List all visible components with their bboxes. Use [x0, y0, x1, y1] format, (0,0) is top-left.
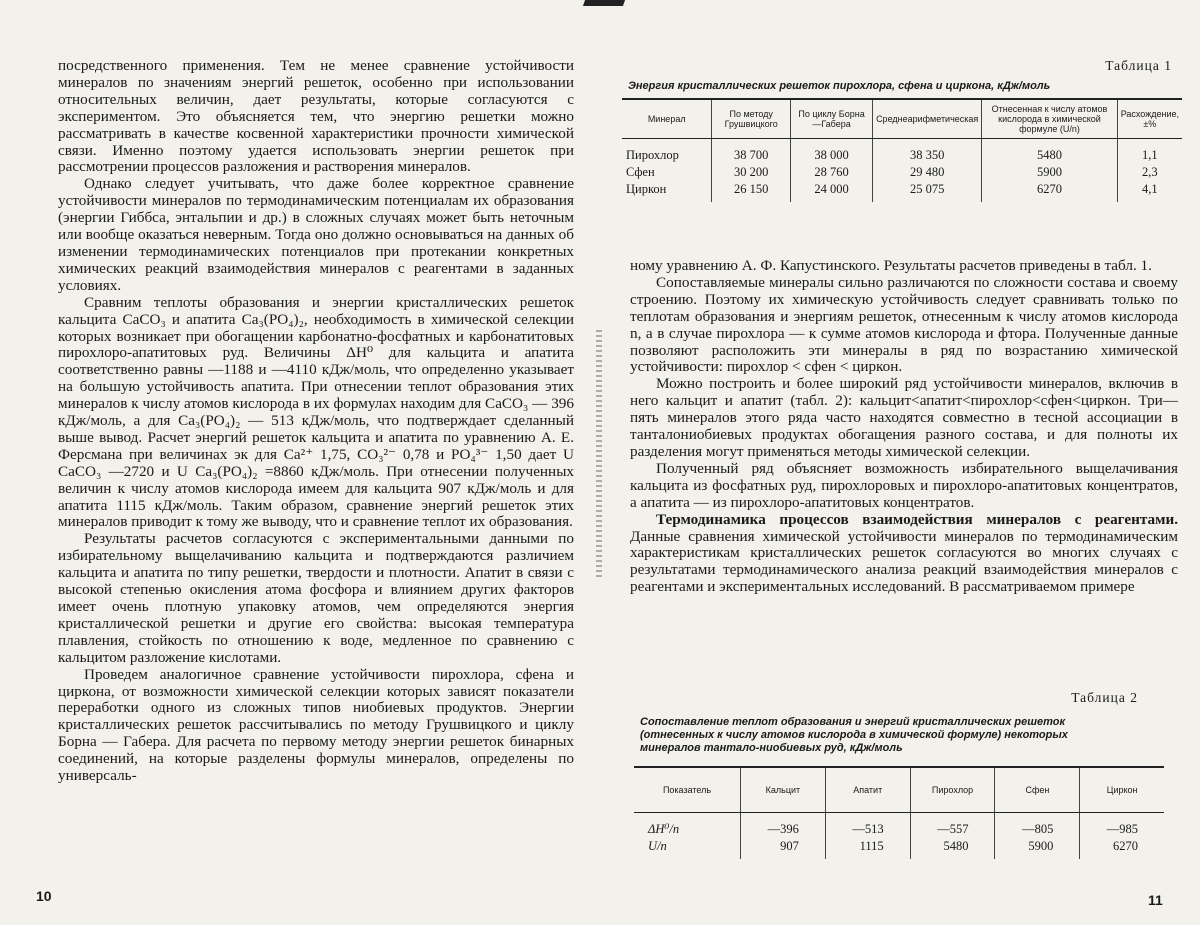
- table-label: Таблица 1: [1105, 58, 1172, 73]
- table-cell: 25 075: [873, 181, 982, 202]
- paragraph: Сопоставляемые минералы сильно различаются по сложности состава и своему строению. Поэтому их химическую устойчивость следует сравнивать только по теплотам образования и энергиям решеток, отнесенным к числу атомов кислорода n, а в случае пирохлора — к сумме атомов кислорода и фтора. Полученные данные позволяют расположить эти минералы в ряд по возрастанию химической устойчивости: пирохлор < сфен < циркон.: [630, 273, 1178, 376]
- table-cell: 29 480: [873, 164, 982, 181]
- table-caption: Энергия кристаллических решеток пирохлора, сфена и циркона, кДж/моль: [628, 80, 1051, 92]
- table-cell: 5480: [982, 139, 1117, 165]
- table-row: [634, 813, 1164, 839]
- table-label: Таблица 2: [1071, 690, 1138, 705]
- table-cell: 4,1: [1117, 181, 1182, 202]
- table-cell: Сфен: [626, 165, 655, 179]
- paragraph: Результаты расчетов согласуются с экспериментальными данными по избирательному выщелачиванию кальцита и подтверждаются различием кальцита и апатита по типу решетки, твердости и плотности. Апатит в связи с высокой степенью окисления атома фосфора и влиянием других факторов имеет очень плотную упаковку атомов, чем определяются энергия кристаллической решетки и другие его свойства: высокая температура плавления, стойкость по отношению к воде, медленное по сравнению с кальцитом разложение кислотами.: [58, 530, 574, 666]
- table-cell: 1,1: [1117, 139, 1182, 165]
- table-row: [622, 181, 1182, 202]
- table-cell: 907: [741, 838, 826, 859]
- paragraph: Полученный ряд объясняет возможность избирательного выщелачивания кальцита из фосфатных руд, пирохлоровых и пирохлоро-апатитовых концентратов, а апатита — из пирохлоро-апатитовых концентратов.: [630, 459, 1178, 511]
- column-header: Циркон: [1080, 767, 1164, 813]
- section-heading: Термодинамика процессов взаимодействия минералов с реагентами.: [656, 510, 1178, 528]
- table-cell: 38 000: [791, 139, 873, 165]
- table-cell: —805: [995, 813, 1080, 839]
- left-page: [0, 0, 596, 925]
- column-header: Минерал: [622, 99, 712, 139]
- table-cell: 38 350: [873, 139, 982, 165]
- paragraph: Можно построить и более широкий ряд устойчивости минералов, включив в него кальцит и апатит (табл. 2): кальцит<апатит<пирохлор<сфен<циркон. Три—пять минералов этого ряда часто находятся совместно в тесной ассоциации в танталониобиевых продуктах обогащения разного состава, и для полноты их разделения могут применяться методы химической селекции.: [630, 375, 1178, 460]
- column-header: Отнесенная к числу атомов кислорода в химической формуле (U/n): [982, 99, 1117, 139]
- page-number: 11: [1148, 892, 1163, 908]
- table-row: [622, 139, 1182, 165]
- table-cell: Пирохлор: [626, 148, 679, 162]
- table-cell: U/n: [648, 839, 667, 853]
- table-cell: 6270: [1080, 838, 1164, 859]
- table-cell: 5900: [995, 838, 1080, 859]
- page-number: 10: [36, 888, 52, 904]
- table-cell: 24 000: [791, 181, 873, 202]
- table-cell: ΔH⁰/n: [648, 822, 680, 836]
- table-caption: Сопоставление теплот образования и энергий кристаллических решеток (отнесенных к числу атомов кислорода в химической формуле) некоторых минералов тантало-ниобиевых руд, кДж/моль: [640, 716, 1068, 754]
- column-header: Кальцит: [741, 767, 826, 813]
- table-header-row: [634, 767, 1164, 813]
- page-gutter: [596, 330, 602, 580]
- column-header: По циклу Борна—Габера: [791, 99, 873, 139]
- column-header: Пирохлор: [910, 767, 995, 813]
- right-page: [604, 0, 1200, 925]
- table-cell: 26 150: [712, 181, 791, 202]
- column-header: Показатель: [634, 767, 741, 813]
- column-header: Апатит: [825, 767, 910, 813]
- left-page-text: [58, 58, 574, 785]
- paragraph: Сравним теплоты образования и энергии кристаллических решеток кальцита CaCO₃ и апатита Ca₃(PO₄)₂, необходимость в химической селекции которых возникает при обогащении карбонатно-фосфатных и карбонатитовых пирохлоро-апатитовых руд. Величины ΔH⁰ для кальцита и апатита соответственно равны —1188 и —4110 кДж/моль, что определенно указывает на большую устойчивость апатита. При отнесении теплот образования этих минералов к числу атомов кислорода в их формулах находим для CaCO₃ — 396 кДж/моль, а для Ca₃(PO₄)₂ — 513 кДж/моль, что подтверждает сделанный выше вывод. Расчет энергий решеток кальцита и апатита по уравнению А. Е. Ферсмана при величинах эк для Ca²⁺ 1,75, CO₃²⁻ 0,78 и PO₄³⁻ 1,50 дает U CaCO₃ —2720 и U Ca₃(PO₄)₂ =8860 кДж/моль. При отнесении полученных величин к числу атомов кислорода имеем для кальцита 907 кДж/моль и для апатита 1115 кДж/моль. Таким образом, сравнение энергий решеток этих минералов приводит к тому же выводу, что и сравнение теплот их образования.: [58, 293, 574, 531]
- table-cell: 5480: [910, 838, 995, 859]
- table-row: [634, 838, 1164, 859]
- table-cell: 38 700: [712, 139, 791, 165]
- table-cell: —513: [825, 813, 910, 839]
- table-cell: —557: [910, 813, 995, 839]
- paragraph: Однако следует учитывать, что даже более корректное сравнение устойчивости минералов по термодинамическим потенциалам их образования (энергии Гиббса, энтальпии и др.) в сложных случаях может быть неточным или вообще оказаться неверным. Тогда оно должно основываться на данных об изменении термодинамических потенциалов при протекании конкретных химических реакций взаимодействия минералов с реагентами в заданных условиях.: [58, 175, 574, 294]
- paragraph: ному уравнению А. Ф. Капустинского. Результаты расчетов приведены в табл. 1.: [630, 257, 1152, 274]
- column-header: Среднеарифметическая: [873, 99, 982, 139]
- right-page-text: [630, 258, 1178, 596]
- table-cell: 28 760: [791, 164, 873, 181]
- table-lattice-energy: [622, 98, 1182, 202]
- table-cell: 30 200: [712, 164, 791, 181]
- table-heats-comparison: [634, 766, 1164, 859]
- table-cell: 2,3: [1117, 164, 1182, 181]
- table-cell: —396: [741, 813, 826, 839]
- column-header: Расхождение, ±%: [1117, 99, 1182, 139]
- paragraph: Проведем аналогичное сравнение устойчивости пирохлора, сфена и циркона, от возможности химической селекции которых зависят показатели переработки одного из сложных типов ниобиевых продуктов. Энергии кристаллических решеток рассчитывались по методу Грушвицкого и циклу Борна — Габера. Для расчета по первому методу энергии решеток бинарных соединений, на которые разделены формулы минералов, определены по универсаль-: [58, 665, 574, 785]
- column-header: Сфен: [995, 767, 1080, 813]
- paragraph: посредственного применения. Тем не менее сравнение устойчивости минералов по значениям энергий решеток, особенно при использовании относительных величин, дает результаты, которые согласуются с экспериментом. Это объясняется тем, что энергию решетки можно рассматривать в качестве косвенной характеристики прочности химической связи. Именно поэтому удается использовать энергии решеток при рассмотрении процессов разложения и растворения минералов.: [58, 57, 574, 176]
- table-row: [622, 164, 1182, 181]
- table-cell: 5900: [982, 164, 1117, 181]
- table-header-row: [622, 99, 1182, 139]
- table-cell: 6270: [982, 181, 1117, 202]
- column-header: По методу Грушвицкого: [712, 99, 791, 139]
- table-cell: 1115: [825, 838, 910, 859]
- table-cell: —985: [1080, 813, 1164, 839]
- paragraph-section: [630, 512, 1178, 597]
- section-text: Данные сравнения химической устойчивости минералов по термодинамическим характеристикам кристаллических решеток согласуются во многих случаях с результатами термодинамического анализа реакций взаимодействия минералов с реагентами и экспериментальных исследований. В рассматриваемом примере: [630, 527, 1178, 596]
- table-cell: Циркон: [626, 182, 667, 196]
